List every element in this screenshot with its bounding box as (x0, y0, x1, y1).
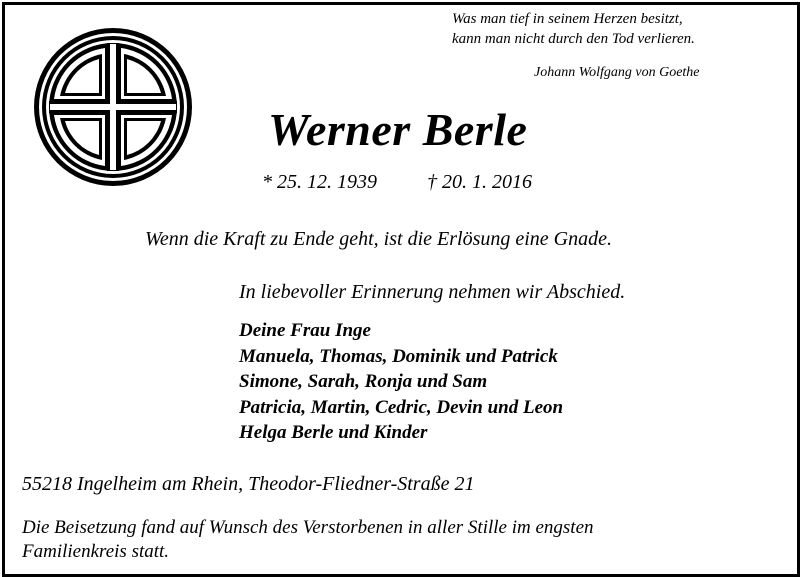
burial-notice-line-1: Die Beisetzung fand auf Wunsch des Verstorbenen in aller Stille im engsten (22, 517, 594, 538)
birth-date: * 25. 12. 1939 (262, 171, 377, 193)
mourner-line: Simone, Sarah, Ronja und Sam (239, 371, 488, 392)
mourner-line: Deine Frau Inge (239, 320, 371, 341)
quote-line-1: Was man tief in seinem Herzen besitzt, (452, 11, 683, 27)
quote-block (452, 9, 752, 49)
mourner-line: Helga Berle und Kinder (239, 422, 428, 443)
quote-author: Johann Wolfgang von Goethe (534, 65, 700, 80)
quote-line-2: kann man nicht durch den Tod verlieren. (452, 31, 695, 47)
farewell-line: In liebevoller Erinnerung nehmen wir Abschied. (239, 281, 626, 303)
cross-in-circle-icon (32, 26, 194, 188)
mourners-list (239, 318, 563, 446)
death-date: † 20. 1. 2016 (427, 171, 532, 193)
deceased-name: Werner Berle (268, 104, 528, 155)
address-line: 55218 Ingelheim am Rhein, Theodor-Fliedner-Straße 21 (22, 473, 475, 495)
mourner-line: Manuela, Thomas, Dominik und Patrick (239, 345, 558, 367)
motto-line: Wenn die Kraft zu Ende geht, ist die Erlösung eine Gnade. (145, 228, 612, 250)
burial-notice-line-2: Familienkreis statt. (22, 541, 170, 562)
mourner-line: Patricia, Martin, Cedric, Devin und Leon (239, 396, 564, 418)
burial-notice (22, 516, 594, 564)
